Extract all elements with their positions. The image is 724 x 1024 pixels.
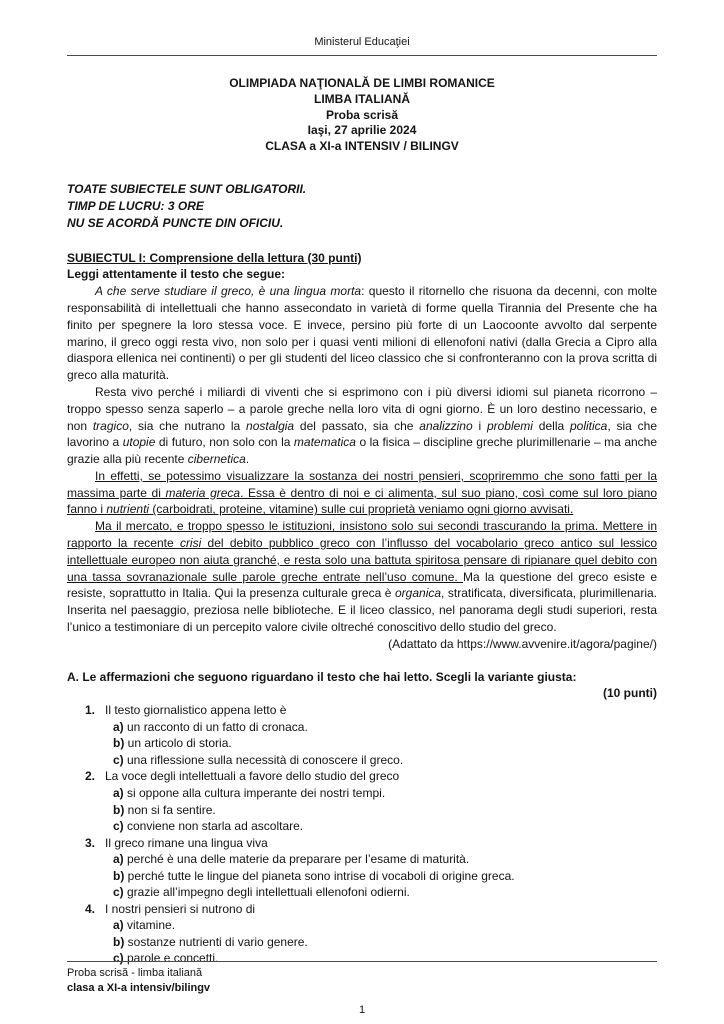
- text-segment: della: [532, 418, 570, 433]
- instruction-line: NU SE ACORDĂ PUNCTE DIN OFICIU.: [67, 215, 284, 230]
- text-segment: , sia che lavorino a: [67, 418, 658, 450]
- question-number: 4.: [85, 901, 96, 916]
- question-item: [67, 702, 657, 768]
- option-text: vitamine.: [123, 918, 176, 933]
- text-segment: di futuro, non solo con la: [155, 435, 294, 450]
- question-stem: [67, 768, 657, 785]
- option-letter: a): [113, 719, 124, 734]
- text-segment: cibernetica: [187, 452, 246, 467]
- reading-text: [67, 283, 657, 653]
- title-line-exam-type: Proba scrisă: [325, 107, 399, 122]
- question-option: [67, 917, 657, 934]
- text-segment: analizzino: [419, 418, 473, 433]
- option-letter: b): [113, 868, 125, 883]
- question-option: [67, 735, 657, 752]
- option-letter: a): [113, 785, 124, 800]
- question-stem-text: Il greco rimane una lingua viva: [105, 835, 268, 850]
- section-a-heading-text: A. Le affermazioni che seguono riguardano il testo che hai letto. Scegli la variante giusta:: [67, 669, 577, 684]
- option-text: un articolo di storia.: [124, 736, 232, 751]
- text-segment: In effetti, se potessimo visualizzare la sostanza dei nostri pensieri, scopriremmo che sono fatti per la massima parte di: [67, 468, 657, 500]
- question-option: [67, 851, 657, 868]
- question-option: [67, 719, 657, 736]
- text-paragraph: [67, 283, 657, 384]
- page-number: 1: [358, 1004, 366, 1016]
- text-segment: del passato, sia che: [294, 418, 420, 433]
- question-stem-text: I nostri pensieri si nutrono di: [105, 901, 256, 916]
- text-segment: nutrienti: [106, 502, 150, 517]
- text-segment: o la fisica – discipline greche plurimillenarie – ma anche grazie alla più recente: [67, 435, 658, 467]
- text-segment: .: [245, 452, 250, 467]
- title-line-olympiad: OLIMPIADA NAŢIONALĂ DE LIMBI ROMANICE: [229, 76, 495, 90]
- ministry-title: Ministerul Educaţiei: [314, 36, 410, 48]
- section-a-points: (10 punti): [603, 686, 657, 701]
- question-stem: [67, 702, 657, 719]
- option-text: si oppone alla cultura imperante dei nostri tempi.: [123, 785, 386, 800]
- question-option: [67, 868, 657, 885]
- instruction-line: TIMP DE LUCRU: 3 ORE: [67, 198, 204, 213]
- text-segment: : questo il ritornello che risuona da decenni, con molte responsabilità di intellettuali che hanno assecondato in varietà di forme quella Tirannia del Presente che ha finito per spegnere la loro stessa voce. E invece, persino più forte di un Laocoonte avvolto dal serpente marino, il greco oggi resta vivo, non solo per i quasi venti milioni di ellenofoni nativi (dalla Grecia a Cipro alla diaspora ellenica nei continenti) o per gli studenti del liceo classico che si confronteranno con la prova scritta di greco alla maturità.: [67, 284, 657, 383]
- option-text: perché è una delle materie da preparare per l’esame di maturità.: [123, 852, 470, 867]
- exam-instructions: [67, 181, 657, 231]
- option-text: conviene non starla ad ascoltare.: [123, 819, 304, 834]
- question-option: [67, 884, 657, 901]
- subject-heading: SUBIECTUL I: Comprensione della lettura (30 punti): [67, 250, 362, 265]
- question-option: [67, 818, 657, 835]
- option-letter: c): [113, 951, 124, 966]
- document-header: [67, 36, 657, 56]
- option-text: un racconto di un fatto di cronaca.: [123, 719, 308, 734]
- footer-class-name: clasa a XI-a intensiv/bilingv: [67, 982, 211, 995]
- text-segment: Ma la questione del greco esiste e resiste, soprattutto in Italia. Qui la presenza culturale greca è: [67, 569, 658, 601]
- title-block: [67, 76, 657, 155]
- text-segment: organica: [395, 586, 442, 601]
- question-stem-text: La voce degli intellettuali a favore dello studio del greco: [105, 769, 400, 784]
- option-text: parole e concetti.: [123, 951, 219, 966]
- option-text: una riflessione sulla necessità di conoscere il greco.: [123, 752, 404, 767]
- question-item: [67, 768, 657, 834]
- option-letter: c): [113, 752, 124, 767]
- text-segment: materia greca: [165, 485, 241, 500]
- reading-lead: Leggi attentamente il testo che segue:: [67, 267, 286, 282]
- option-text: perché tutte le lingue del pianeta sono intrise di vocaboli di origine greca.: [124, 868, 515, 883]
- page-footer: [67, 961, 657, 996]
- option-letter: b): [113, 802, 125, 817]
- text-segment: crisi: [179, 536, 202, 551]
- text-segment: utopie: [122, 435, 156, 450]
- text-segment: , stratificata, diversificata, plurimillenaria. Inserita nel paesaggio, preziosa nelle biblioteche. E il liceo classico, nel panorama degli studi superiori, resta l’unico a testimoniare di un percepito valore civile oltreché conoscitivo dello studio del greco.: [67, 586, 657, 635]
- option-letter: a): [113, 918, 124, 933]
- question-item: [67, 835, 657, 901]
- question-stem-text: Il testo giornalistico appena letto è: [105, 703, 287, 718]
- text-segment: problemi: [486, 418, 533, 433]
- question-option: [67, 802, 657, 819]
- text-segment: matematica: [293, 435, 356, 450]
- question-stem: [67, 901, 657, 918]
- text-segment: A che serve studiare il greco, è una lingua morta: [95, 284, 362, 299]
- text-segment: i: [472, 418, 487, 433]
- text-segment: tragico: [92, 418, 129, 433]
- section-a-heading: [67, 669, 657, 686]
- footer-divider: [67, 961, 657, 962]
- option-letter: b): [113, 934, 125, 949]
- title-line-language: LIMBA ITALIANĂ: [314, 91, 410, 106]
- question-stem: [67, 835, 657, 852]
- text-segment: . Essa è dentro di noi e ci alimenta, sul suo piano, così come sul loro piano fanno i: [67, 485, 658, 517]
- question-number: 3.: [85, 835, 96, 850]
- title-line-class: CLASA a XI-a INTENSIV / BILINGV: [265, 139, 459, 154]
- question-option: [67, 785, 657, 802]
- option-text: sostanze nutrienti di vario genere.: [124, 934, 308, 949]
- option-letter: a): [113, 852, 124, 867]
- text-paragraph: [67, 468, 657, 518]
- text-paragraph: [67, 384, 657, 468]
- instruction-line: TOATE SUBIECTELE SUNT OBLIGATORII.: [67, 182, 307, 197]
- question-option: [67, 752, 657, 769]
- title-line-date: Iaşi, 27 aprilie 2024: [307, 123, 417, 138]
- text-segment: politica: [569, 418, 608, 433]
- option-text: non si fa sentire.: [124, 802, 216, 817]
- text-segment: nostalgia: [246, 418, 295, 433]
- header-divider: [67, 55, 657, 56]
- question-list: [67, 702, 657, 967]
- footer-exam-name: Proba scrisă - limba italiană: [67, 967, 203, 980]
- text-segment: Ma il mercato, e troppo spesso le istituzioni, insistono solo sui secondi trascurando la prima. Mettere in rapporto la recente: [67, 519, 657, 551]
- option-text: grazie all’impegno degli intellettuali ellenofoni odierni.: [123, 885, 410, 900]
- text-paragraph: [67, 518, 657, 636]
- option-letter: c): [113, 819, 124, 834]
- question-number: 1.: [85, 703, 96, 718]
- text-segment: , sia che nutrano la: [128, 418, 247, 433]
- option-letter: c): [113, 885, 124, 900]
- text-segment: (carboidrati, proteine, vitamine) sulle cui proprietà veniamo ogni giorno avvisati.: [149, 502, 574, 517]
- source-attribution: (Adattato da https://www.avvenire.it/agora/pagine/): [388, 636, 657, 651]
- option-letter: b): [113, 736, 125, 751]
- text-segment: Resta vivo perché i miliardi di viventi che si esprimono con i più diversi idiomi sul pianeta ricorrono – troppo spesso senza saperlo – a parole greche nella loro vita di ogni giorno. È un loro destino necessario, e non: [67, 384, 657, 433]
- question-option: [67, 934, 657, 951]
- question-item: [67, 901, 657, 967]
- text-segment: del debito pubblico greco con l’influsso del vocabolario greco antico sul lessico intellettuale europeo non aiuta granché, e resta solo una battuta spiritosa pensare di ripianare quel debito con una tassa sovranazionale sulle parole greche entrate nell’uso comune.: [67, 536, 657, 584]
- question-number: 2.: [85, 769, 96, 784]
